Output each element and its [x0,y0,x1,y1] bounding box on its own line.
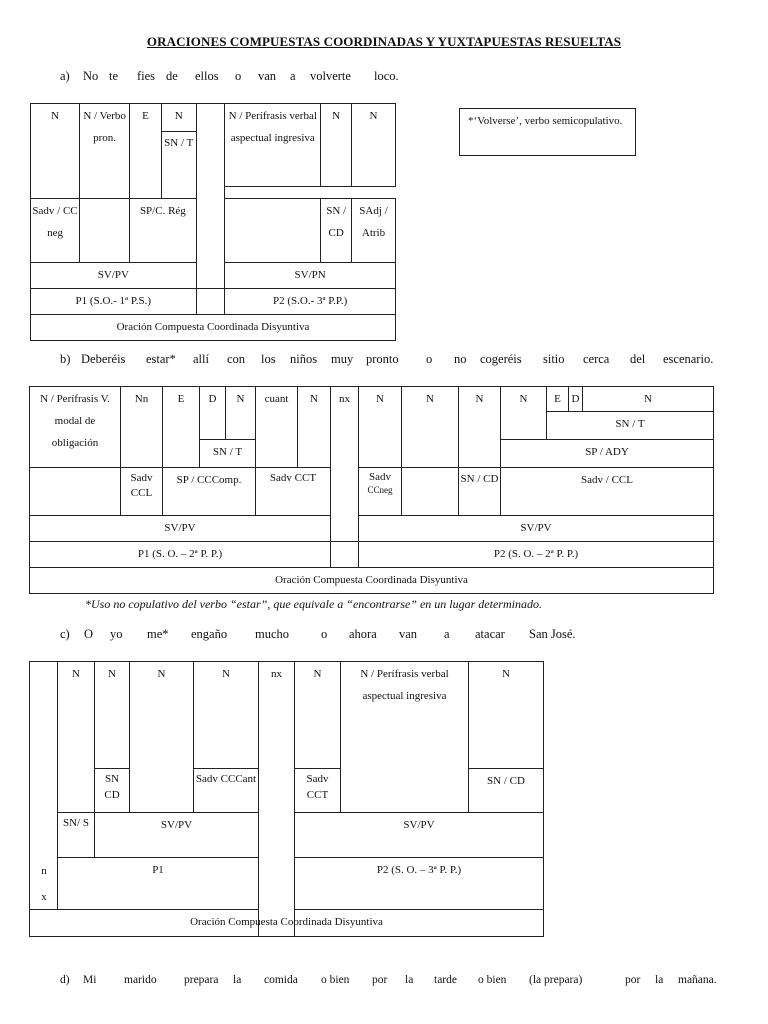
cell: N / Perífrasis verbal aspectual ingresiva [225,104,321,187]
word: comida [264,974,298,986]
word: me* [147,627,169,641]
word: tarde [434,974,457,986]
word: del [630,352,646,366]
cell: SN / CD [469,769,544,813]
cell: Sadv / CCL [501,468,714,516]
word: atacar [475,627,505,641]
cell: N [130,662,194,813]
word: estar* [146,352,176,366]
cell: N [298,387,331,468]
cell: P1 (S.O.- 1ª P.S.) [31,289,197,315]
cell-text: CCneg [367,485,393,495]
cell: E [163,387,200,468]
cell: D [200,387,226,440]
word: ellos [195,69,219,83]
word: muy [331,352,354,366]
cell: E [547,387,569,412]
word: niños [290,352,318,366]
cell: N [359,387,402,468]
cell: SAdj / Atrib [351,199,395,263]
cell: Oración Compuesta Coordinada Disyuntiva [30,568,714,594]
word: sitio [543,352,565,366]
cell: N / Perífrasis V. modal de obligación [30,387,121,468]
word: con [227,352,246,366]
word: loco. [374,69,399,83]
cell: N [351,104,395,187]
cell: SN / T [547,412,714,440]
footnote-b: *Uso no copulativo del verbo “estar”, que equivale a “encontrarse” en un lugar determinado. [85,597,542,611]
word: van [258,69,277,83]
cell: SN / CD [459,468,501,516]
cell: Nn [121,387,163,468]
word: pronto [366,352,399,366]
cell: SV/PV [359,516,714,542]
cell: E [130,104,162,199]
word: por [372,974,388,986]
word: No [83,69,99,83]
cell [80,104,130,199]
word: yo [110,627,123,641]
word: San José. [529,627,576,641]
word: Mi [83,974,97,986]
cell: N [194,662,259,769]
word: a [290,69,296,83]
word: mucho [255,627,290,641]
cell: cuant [256,387,298,468]
cell-text: Sadv [369,471,391,483]
marker: b) [60,352,71,366]
analysis-table-a [30,103,396,341]
sentence-c [0,627,768,645]
cell [196,104,225,289]
cell: N [402,387,459,468]
cell [402,468,459,516]
cell [80,199,130,263]
word: mañana. [678,974,717,986]
word: fies [137,69,156,83]
word: la [655,974,664,986]
cell: N [31,104,80,199]
word: prepara [184,974,219,986]
word: o [426,352,433,366]
cell: SV/PV [31,263,197,289]
cell [331,542,359,568]
cell: SN / T [161,132,196,199]
sentence-d [0,974,768,992]
word: marido [124,974,157,986]
cell: Sadv CCT [256,468,331,516]
cell [30,468,121,516]
analysis-table-b [29,386,714,594]
word: escenario. [663,352,714,366]
marker: c) [60,627,70,641]
cell: nx [331,387,359,542]
word: por [625,974,641,986]
cell: SN / CD [321,199,352,263]
cell: N [95,662,130,769]
cell: N [161,104,196,132]
cell: D [569,387,583,412]
cell: SN/ S [58,813,95,858]
cell: SN CD [95,769,130,813]
cell: SV/PV [295,813,544,858]
cell: N [469,662,544,769]
word: te [109,69,119,83]
cell: P1 [58,858,259,910]
word: (la prepara) [529,974,583,986]
note-box: *‘Volverse’, verbo semicopulativo. [459,108,636,156]
cell: SN / T [200,440,256,468]
cell: N / Perífrasis verbal aspectual ingresiva [341,662,469,813]
page-title: ORACIONES COMPUESTAS COORDINADAS Y YUXTAPUESTAS RESUELTAS [146,34,622,49]
cell: N [459,387,501,468]
cell: SV/PV [30,516,331,542]
sentence-b [0,352,768,370]
word: la [233,974,242,986]
marker: d) [60,974,70,986]
word: O [84,627,94,641]
cell: SP / ADY [501,440,714,468]
cell [196,289,225,315]
cell-text: N / Verbo pron. [83,110,126,144]
word: engaño [191,627,228,641]
word: los [261,352,276,366]
word: de [166,69,178,83]
word: o [321,627,328,641]
cell: P2 (S. O. – 2ª P. P.) [359,542,714,568]
cell: Sadv CCT [295,769,341,813]
cell: Sadv CCCant [194,769,259,813]
word: a [444,627,450,641]
word: cogeréis [480,352,522,366]
cell: N [321,104,352,187]
word: van [399,627,418,641]
cell: P1 (S. O. – 2ª P. P.) [30,542,331,568]
cell: SP/C. Rég [130,199,196,263]
cell: N [226,387,256,440]
analysis-table-c [29,661,544,937]
cell: Oración Compuesta Coordinada Disyuntiva [30,910,544,937]
cell: N [501,387,547,440]
word: cerca [583,352,610,366]
cell: P2 (S. O. – 3ª P. P.) [295,858,544,910]
cell: Sadv CCL [121,468,163,516]
word: o bien [478,974,507,986]
cell [359,468,402,516]
cell: Oración Compuesta Coordinada Disyuntiva [31,315,396,341]
cell: Sadv / CC neg [31,199,80,263]
word: Deberéis [81,352,126,366]
word: o [235,69,242,83]
cell: SV/PN [225,263,396,289]
nx-label: n x [41,865,47,903]
word: o bien [321,974,350,986]
marker: a) [60,69,70,83]
cell: SV/PV [95,813,259,858]
word: volverte [310,69,351,83]
sentence-a [0,69,768,87]
cell: nx [259,662,295,937]
word: no [454,352,467,366]
word: ahora [349,627,377,641]
cell: P2 (S.O.- 3ª P.P.) [225,289,396,315]
cell: N [295,662,341,769]
word: allí [193,352,209,366]
cell: SP / CCComp. [163,468,256,516]
cell [225,199,321,263]
cell: N [583,387,714,412]
cell: N [58,662,95,813]
word: la [405,974,414,986]
